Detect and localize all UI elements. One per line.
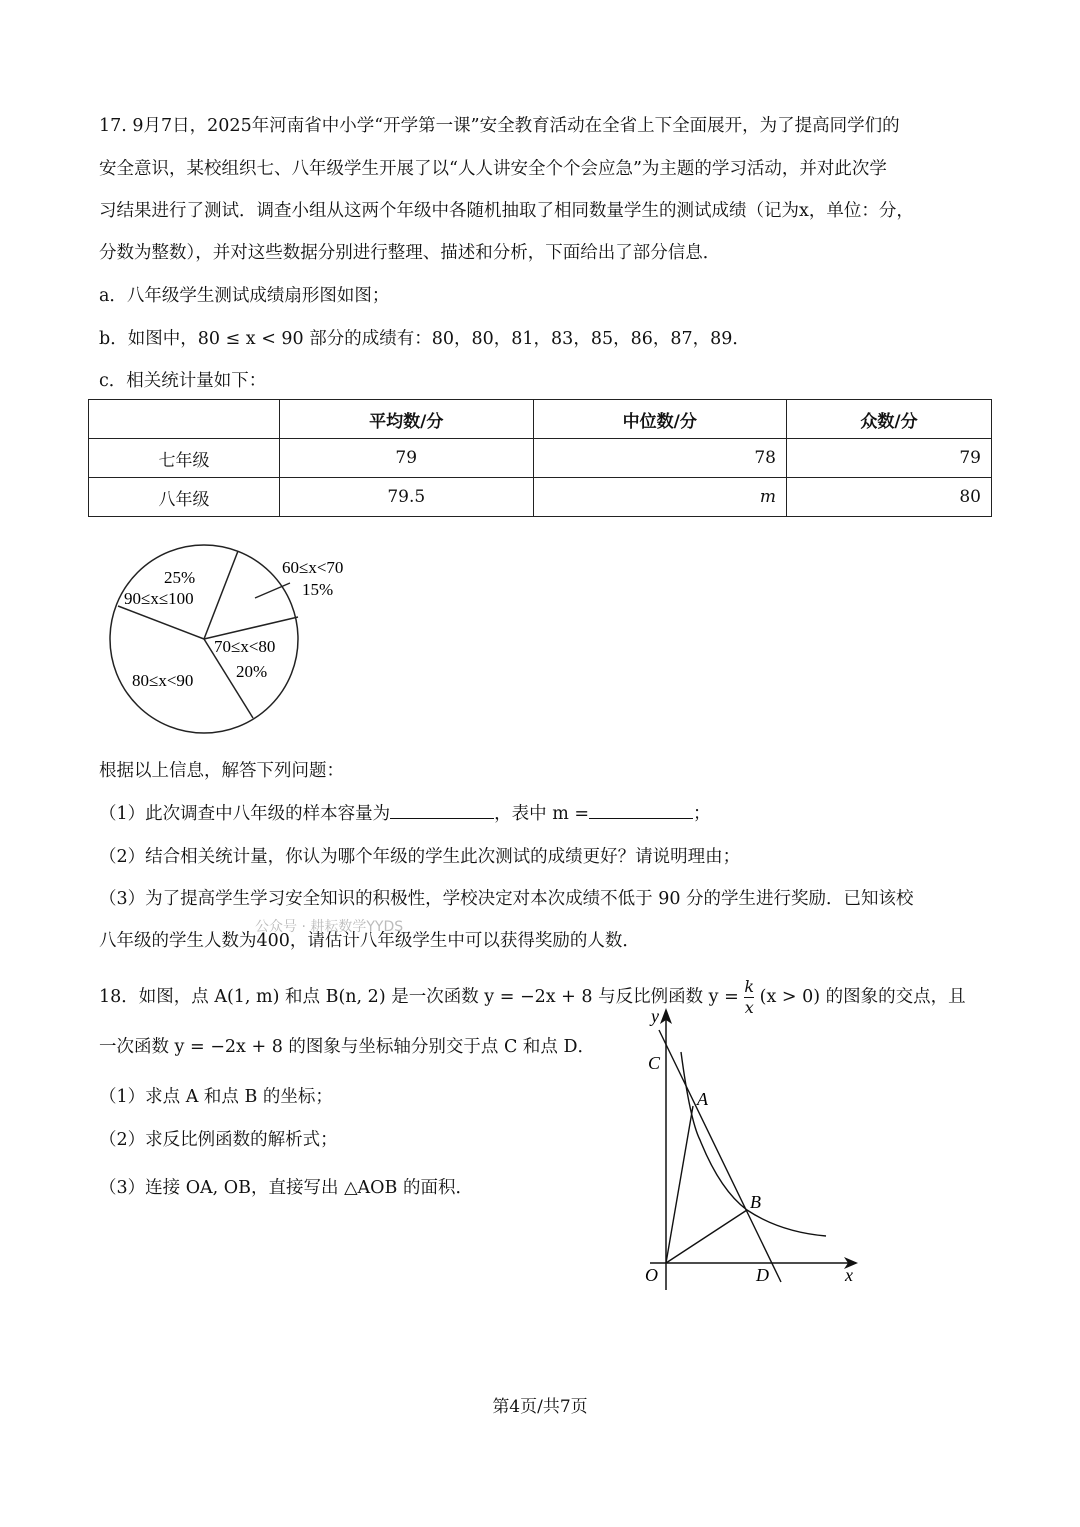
table-header-cell: 众数/分 [787,400,992,439]
q17-sub-1-text: （1）此次调查中八年级的样本容量为 [99,804,391,824]
table-header-row [89,400,992,439]
table-header-cell: 平均数/分 [280,400,534,439]
table-cell: 80 [787,478,992,517]
answer-blank[interactable] [390,800,494,819]
label-C: C [648,1053,661,1073]
q18-text: (x > 0) 的图象的交点，且 [759,987,966,1007]
table-cell: 79.5 [280,478,534,517]
pie-label-range: 60≤x<70 [282,558,344,577]
q18-sub-3: （3）连接 OA, OB，直接写出 △AOB 的面积． [99,1178,473,1198]
pie-boundary [204,551,238,639]
page-footer: 第4页/共7页 [492,1397,588,1417]
label-y: y [651,1006,659,1026]
table-cell: 79 [280,439,534,478]
table-cell: m [533,478,787,517]
function-graph-figure [630,1000,870,1300]
table-cell: 79 [787,439,992,478]
pie-label-range: 80≤x<90 [132,671,194,690]
table-cell: 七年级 [89,439,280,478]
label-x: x [845,1265,853,1285]
pie-label-range: 70≤x<80 [214,637,276,656]
label-D: D [756,1265,769,1285]
q18-sub-2: （2）求反比例函数的解析式； [99,1130,338,1150]
watermark: 公众号 · 耕耘数学YYDS [255,919,404,935]
q17-sub-1 [99,800,711,825]
q17-info-a: a．八年级学生测试成绩扇形图如图； [99,286,390,306]
q17-sub-2: （2）结合相关统计量，你认为哪个年级的学生此次测试的成绩更好？请说明理由； [99,847,741,867]
statistics-table [88,399,992,517]
questions-prompt: 根据以上信息，解答下列问题： [99,761,344,781]
q17-sub-3-cont: 八年级的学生人数为400，请估计八年级学生中可以获得奖励的人数． [99,931,640,951]
segment-OA [666,1106,693,1263]
pie-label-percent: 25% [164,568,196,587]
q18-sub-1: （1）求点 A 和点 B 的坐标； [99,1087,333,1107]
q17-sub-3: （3）为了提高学生学习安全知识的积极性，学校决定对本次成绩不低于 90 分的学生进行奖励．已知该校 [99,889,914,909]
q17-sub-1-text: ； [693,804,711,824]
pie-label-percent: 15% [302,580,334,599]
label-B: B [750,1192,761,1212]
fraction-denominator: x [744,998,754,1017]
q17-info-b: b．如图中，80 ≤ x < 90 部分的成绩有：80，80，81，83，85，86，87，89． [99,329,750,349]
q17-info-c: c．相关统计量如下： [99,371,267,391]
table-row [89,478,992,517]
q17-line-2: 安全意识，某校组织七、八年级学生开展了以“人人讲安全个个会应急”为主题的学习活动，并对此次学 [99,159,887,179]
table-header-cell: 中位数/分 [533,400,787,439]
fraction-numerator: k [744,977,755,996]
q17-line-1: 17. 9月7日，2025年河南省中小学“开学第一课”安全教育活动在全省上下全面展开，为了提高同学们的 [99,116,900,136]
pie-label-percent: 20% [236,662,268,681]
q17-line-3: 习结果进行了测试．调查小组从这两个年级中各随机抽取了相同数量学生的测试成绩（记为x，单位：分， [99,201,914,221]
table-header-cell [89,400,280,439]
q17-line-4: 分数为整数），并对这些数据分别进行整理、描述和分析，下面给出了部分信息． [99,243,721,263]
pie-label-range: 90≤x≤100 [124,589,194,608]
pie-boundary [118,606,204,639]
linear-function-line [659,1030,781,1282]
q18-text: 18．如图，点 A(1, m) 和点 B(n, 2) 是一次函数 y = −2x + 8 与反比例函数 y = [99,987,739,1007]
label-A: A [697,1089,708,1109]
table-cell: 八年级 [89,478,280,517]
table-row [89,439,992,478]
q18-line-2: 一次函数 y = −2x + 8 的图象与坐标轴分别交于点 C 和点 D． [99,1037,595,1057]
pie-chart-figure [95,540,385,740]
table-cell: 78 [533,439,787,478]
q17-sub-1-text: ，表中 m = [494,804,590,824]
segment-OB [666,1210,747,1263]
label-O: O [645,1265,658,1285]
answer-blank[interactable] [589,800,693,819]
pie-boundary [204,617,298,639]
